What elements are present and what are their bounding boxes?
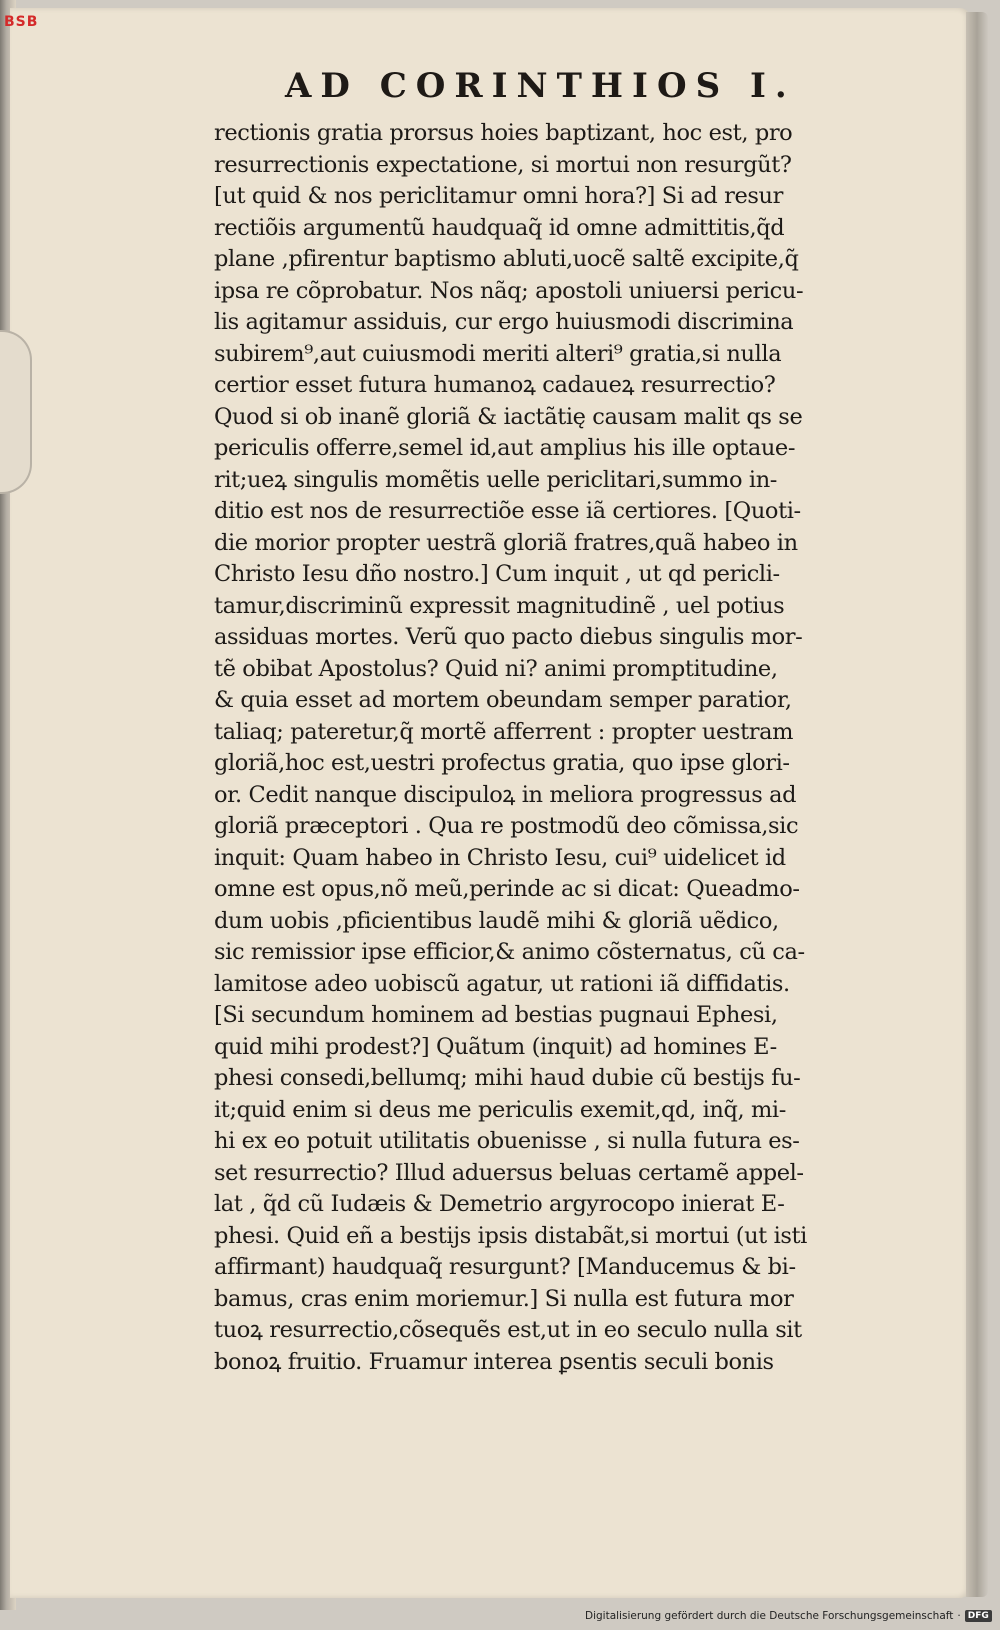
text-line: tamur,discriminũ expressit magnitudinẽ , uel potius [214, 592, 785, 619]
page-clip [0, 330, 32, 494]
text-line: Christo Iesu dño nostro.] Cum inquit , ut qd pericli- [214, 561, 780, 587]
text-line: tẽ obibat Apostolus? Quid ni? animi promptitudine, [214, 655, 778, 682]
text-line: sic remissior ipse efficior,& animo cõsternatus, cũ ca- [214, 939, 805, 965]
text-line: rit;ueꝝ singulis momẽtis uelle periclitari,summo in- [214, 466, 778, 493]
text-line: phesi. Quid eñ a bestijs ipsis distabãt,si mortui (ut isti [214, 1222, 807, 1249]
footer-credit: Digitalisierung gefördert durch die Deutsche Forschungsgemeinschaft · DFG [585, 1605, 992, 1627]
text-line: periculis offerre,semel id,aut amplius his ille optaue- [214, 435, 796, 461]
text-line: lis agitamur assiduis, cur ergo huiusmodi discrimina [214, 309, 794, 335]
text-line: ipsa re cõprobatur. Nos nãq; apostoli uniuersi pericu- [214, 277, 804, 304]
text-line: dum uobis ,pficientibus laudẽ mihi & gloriã uẽdico, [214, 907, 779, 934]
text-line: omne est opus,nõ meũ,perinde ac si dicat: Queadmo- [214, 876, 800, 902]
text-line: Quod si ob inanẽ gloriã & iactãtię causam malit qs se [214, 403, 803, 430]
text-line: affirmant) haudquaq̃ resurgunt? [Manducemus & bi- [214, 1254, 796, 1280]
dfg-logo: DFG [965, 1610, 992, 1622]
book-right-edge [966, 12, 988, 1597]
text-line: hi ex eo potuit utilitatis obuenisse , si nulla futura es- [214, 1128, 800, 1154]
text-line: tuoꝝ resurrectio,cõsequẽs est,ut in eo seculo nulla sit [214, 1317, 802, 1343]
text-body [214, 118, 874, 1378]
text-line: quid mihi prodest?] Quãtum (inquit) ad homines E- [214, 1033, 777, 1060]
text-line: certior esset futura humanoꝝ cadaueꝝ resurrectio? [214, 372, 776, 398]
text-line: assiduas mortes. Verũ quo pacto diebus singulis mor- [214, 624, 803, 650]
text-line: it;quid enim si deus me periculis exemit,qd, inq̃, mi- [214, 1096, 786, 1123]
text-line: gloriã præceptori . Qua re postmodũ deo cõmissa,sic [214, 813, 799, 839]
text-line: rectionis gratia prorsus hoies baptizant, hoc est, pro [214, 120, 793, 146]
library-mark: BSB [4, 14, 39, 30]
text-line: & quia esset ad mortem obeundam semper paratior, [214, 687, 792, 713]
text-line: subirem⁹,aut cuiusmodi meriti alteri⁹ gratia,si nulla [214, 340, 782, 367]
text-line: ditio est nos de resurrectiõe esse iã certiores. [Quoti- [214, 498, 801, 524]
text-line: set resurrectio? Illud aduersus beluas certamẽ appel- [214, 1159, 804, 1186]
running-head: AD CORINTHIOS I. [285, 66, 796, 106]
text-line: lamitose adeo uobiscũ agatur, ut rationi iã diffidatis. [214, 970, 790, 997]
text-line: bonoꝝ fruitio. Fruamur interea ꝑsentis seculi bonis [214, 1348, 774, 1375]
text-line: or. Cedit nanque discipuloꝝ in meliora progressus ad [214, 781, 797, 808]
text-line: bamus, cras enim moriemur.] Si nulla est futura mor [214, 1285, 794, 1312]
footer-text: Digitalisierung gefördert durch die Deutsche Forschungsgemeinschaft [585, 1610, 954, 1622]
text-line: phesi consedi,bellumq; mihi haud dubie cũ bestijs fu- [214, 1065, 801, 1091]
text-line: [ut quid & nos periclitamur omni hora?] Si ad resur [214, 183, 783, 209]
text-line: plane ,pfirentur baptismo abluti,uocẽ saltẽ excipite,q̃ [214, 246, 799, 272]
text-line: inquit: Quam habeo in Christo Iesu, cui⁹ uidelicet id [214, 844, 786, 871]
text-line: die morior propter uestrã gloriã fratres,quã habeo in [214, 529, 798, 556]
text-line: resurrectionis expectatione, si mortui non resurgũt? [214, 151, 792, 178]
text-line: [Si secundum hominem ad bestias pugnaui Ephesi, [214, 1002, 778, 1028]
text-line: lat , q̃d cũ Iudæis & Demetrio argyrocopo inierat E- [214, 1191, 785, 1217]
text-line: taliaq; pateretur,q̃ mortẽ afferrent : propter uestram [214, 718, 794, 745]
text-line: gloriã,hoc est,uestri profectus gratia, quo ipse glori- [214, 750, 790, 776]
text-line: rectiõis argumentũ haudquaq̃ id omne admittitis,q̃d [214, 214, 785, 241]
